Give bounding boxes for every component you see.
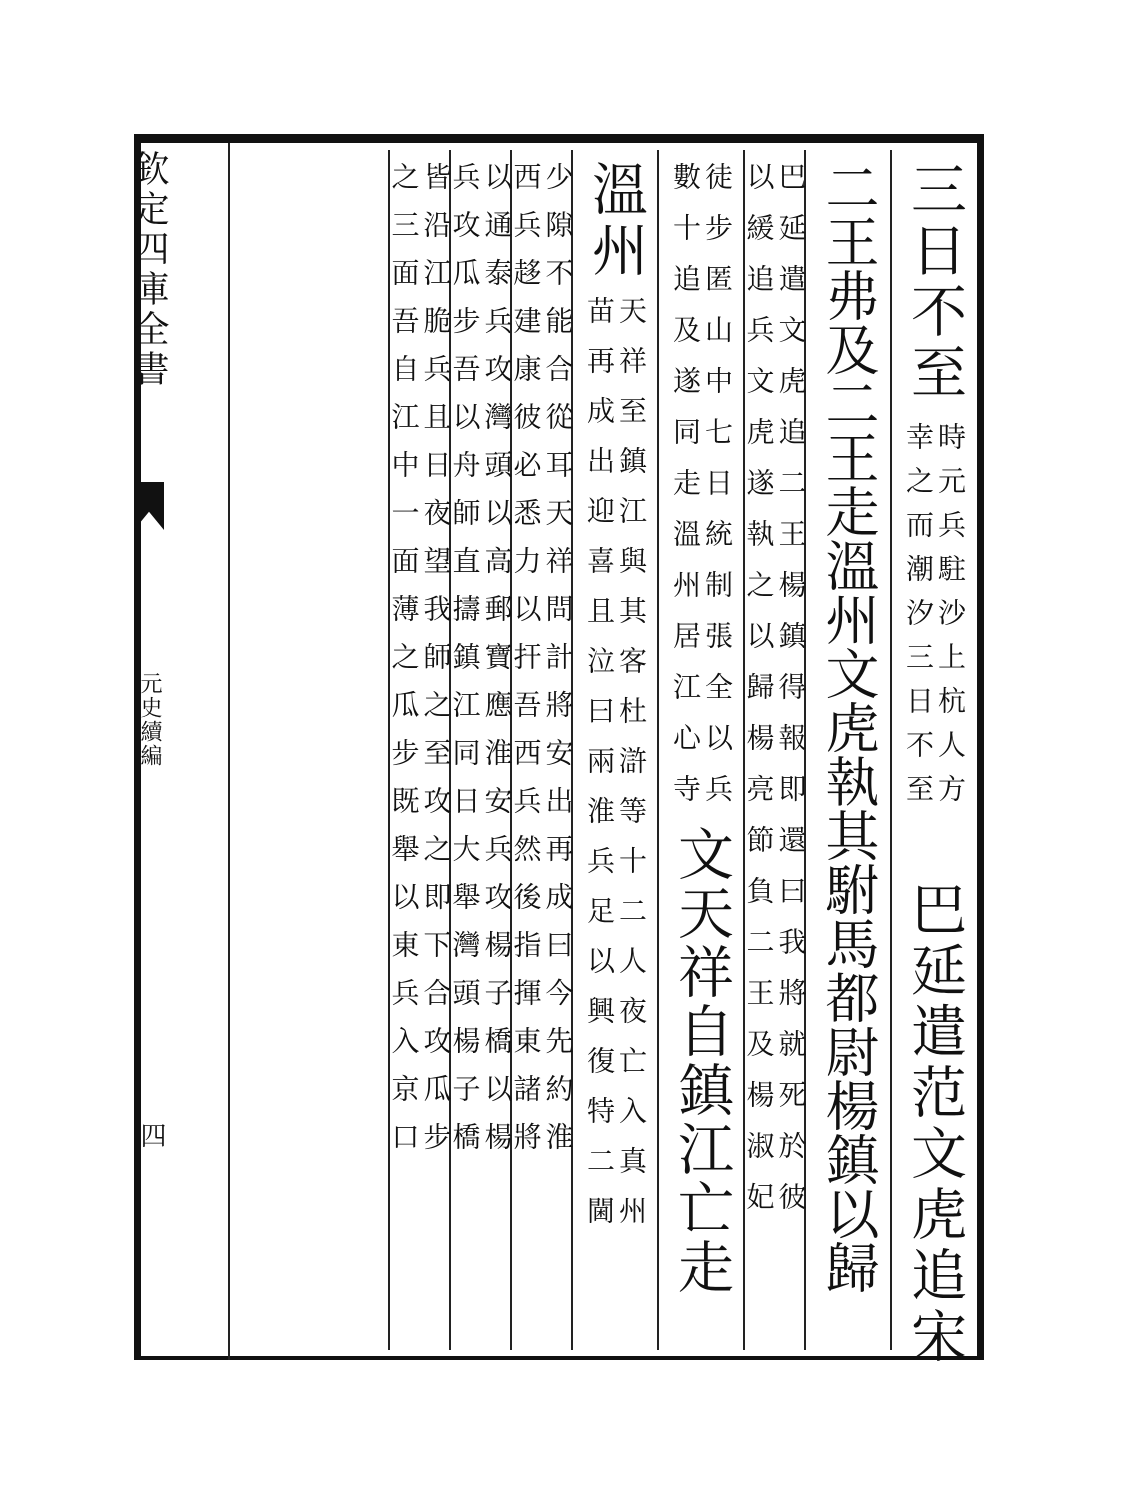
main-text: 溫州 (583, 160, 648, 282)
annotation-right: 少隙不能合從耳天祥問計將安出再成曰今先約淮 (541, 162, 575, 1170)
annotation-pair (509, 150, 575, 1350)
annotation-left: 幸之而潮汐三日不至 (902, 422, 935, 818)
annotation-right: 徒步匿山中七日統制張全以兵 (701, 162, 734, 825)
annotation-left: 苗再成出迎喜且泣曰兩淮兵足以興復特二閫 (583, 296, 616, 1246)
main-text: 二王弗及二王走溫州文虎執其駙馬都尉楊鎮以歸 (817, 160, 880, 1294)
annotation-right: 以通泰兵攻灣頭以高郵寶應淮安兵攻楊子橋以楊 (480, 162, 514, 1170)
annotation-left: 兵攻瓜步吾以舟師直擣鎮江同日大舉灣頭楊子橋 (448, 162, 482, 1170)
text-column-4 (657, 150, 743, 1350)
text-column-6 (509, 150, 575, 1350)
annotation-left: 以緩追兵文虎遂執之以歸楊亮節負二王及楊淑妃 (742, 162, 776, 1233)
text-column-1 (890, 150, 976, 1368)
text-column-8 (387, 150, 453, 1350)
annotation-left: 數十追及遂同走溫州居江心寺 (669, 162, 702, 825)
column-5-content (583, 150, 648, 1350)
column-4-content (669, 150, 734, 1350)
annotation-right: 時元兵駐沙上杭人方 (934, 422, 967, 818)
main-text: 文天祥自鎮江亡走 (669, 825, 734, 1297)
annotation-pair (583, 284, 648, 1246)
section-title: 元史續編 (137, 672, 162, 768)
annotation-pair (669, 150, 734, 825)
annotation-left: 之三面吾自江中一面薄之瓜步既舉以東兵入京口 (387, 162, 421, 1170)
text-column-2 (804, 150, 890, 1350)
main-text-continued: 巴延遣范文虎追宋 (902, 880, 967, 1368)
text-columns (230, 150, 976, 1368)
main-text: 三日不至 (902, 160, 967, 404)
annotation-pair (387, 150, 453, 1350)
text-column-3 (742, 150, 808, 1350)
annotation-right: 天祥至鎮江與其客杜滸等十二人夜亡入真州 (615, 296, 648, 1246)
book-title: 欽定四庫全書 (128, 150, 169, 390)
annotation-pair (448, 150, 514, 1350)
annotation-right: 皆沿江脆兵且日夜望我師之至攻之即下合攻瓜步 (419, 162, 453, 1170)
annotation-pair (902, 410, 967, 818)
annotation-left: 西兵趍建康彼必悉力以扞吾西兵然後指揮東諸將 (509, 162, 543, 1170)
annotation-right: 巴延遣文虎追二王楊鎮得報即還曰我將就死於彼 (774, 162, 808, 1233)
text-column-7 (448, 150, 514, 1350)
page-number: 四 (136, 1122, 166, 1148)
text-column-5 (571, 150, 657, 1350)
annotation-pair (742, 150, 808, 1350)
